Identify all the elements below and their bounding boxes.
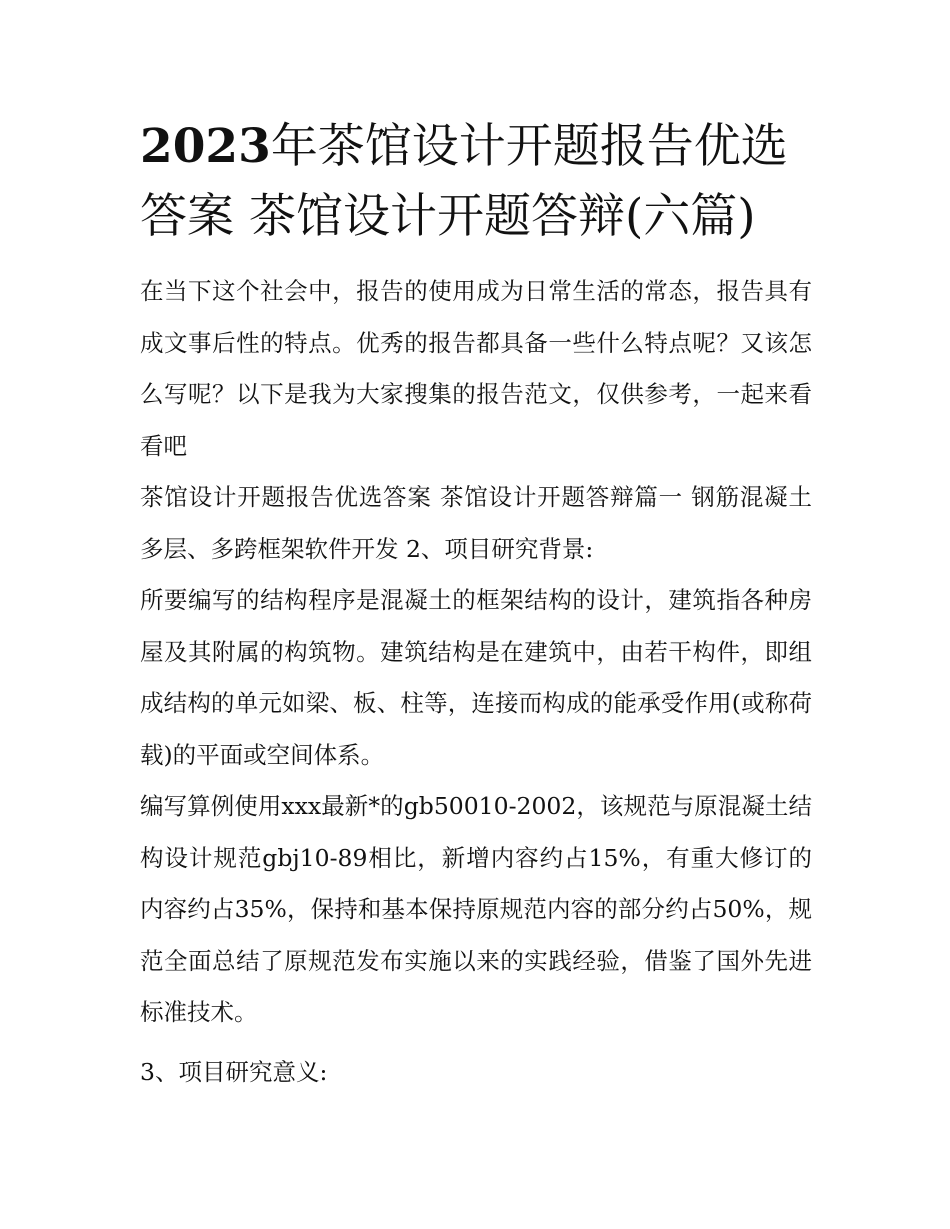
document-body bbox=[140, 266, 812, 1098]
document-title: 2023年茶馆设计开题报告优选答案 茶馆设计开题答辩(六篇) bbox=[140, 119, 788, 244]
section-one-paragraph: 茶馆设计开题报告优选答案 茶馆设计开题答辩篇一 钢筋混凝土多层、多跨框架软件开发 2、项目研究背景: bbox=[140, 483, 812, 563]
code-standard-paragraph: 编写算例使用xxx最新*的gb50010-2002，该规范与原混凝土结构设计规范gbj10-89相比，新增内容约占15%，有重大修订的内容约占35%，保持和基本保持原规范内容的部分约占50%，规范全面总结了原规范发布实施以来的实践经验，借鉴了国外先进标准技术。 bbox=[140, 792, 812, 1026]
background-paragraph: 所要编写的结构程序是混凝土的框架结构的设计，建筑指各种房屋及其附属的构筑物。建筑结构是在建筑中，由若干构件，即组成结构的单元如梁、板、柱等，连接而构成的能承受作用(或称荷载)的平面或空间体系。 bbox=[140, 586, 812, 769]
document-page bbox=[140, 112, 812, 1098]
research-significance-heading: 3、项目研究意义: bbox=[140, 1057, 328, 1086]
intro-paragraph: 在当下这个社会中，报告的使用成为日常生活的常态，报告具有成文事后性的特点。优秀的报告都具备一些什么特点呢？又该怎么写呢？以下是我为大家搜集的报告范文，仅供参考，一起来看看吧 bbox=[140, 277, 812, 460]
